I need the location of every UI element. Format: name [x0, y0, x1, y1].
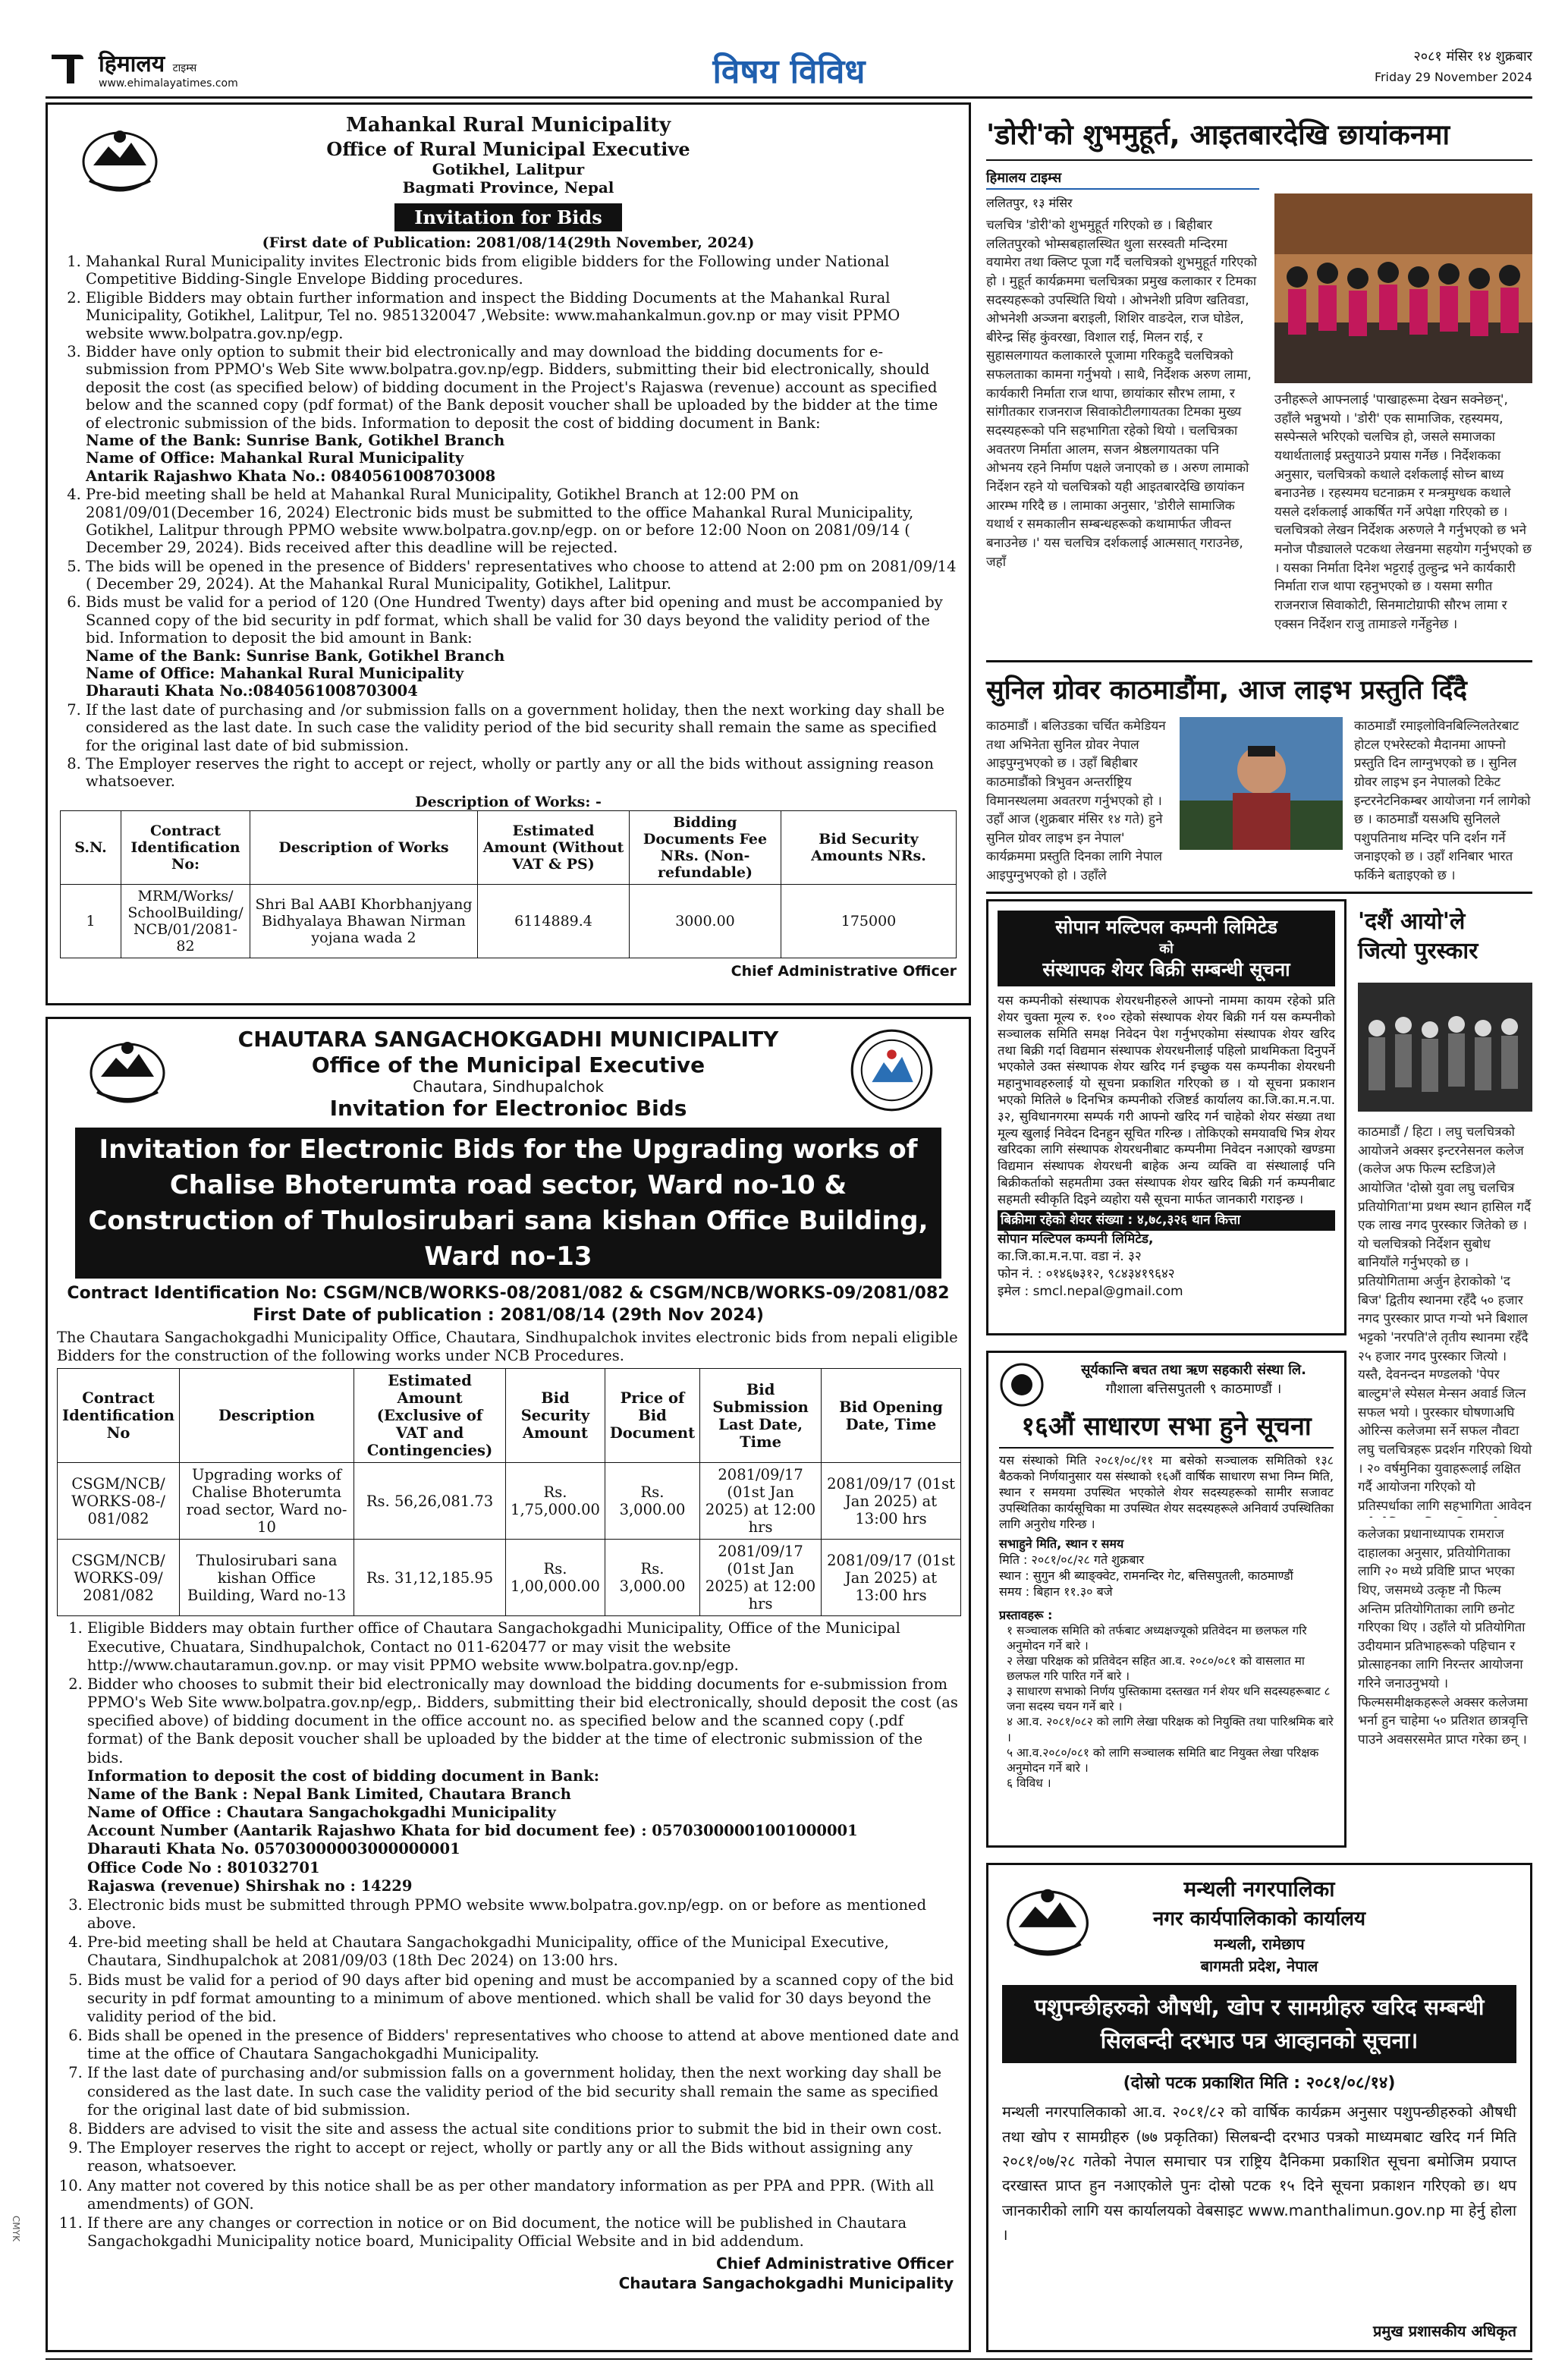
- table-header: Price of Bid Document: [605, 1369, 699, 1463]
- table-cell: Rs. 3,000.00: [605, 1540, 699, 1616]
- table-row: [61, 884, 957, 958]
- brand-name: हिमालय टाइम्स: [99, 51, 197, 77]
- table-cell: 1: [61, 884, 121, 958]
- print-margin-mark: CMYK: [11, 2216, 21, 2241]
- table-cell: CSGM/NCB/ WORKS-09/ 2081/082: [58, 1540, 180, 1616]
- clause: 7. If the last date of purchasing and/or submission falls on a government holiday, then the next working day shall be considered as the last date. In such case the validity period of the bid security shall remain the same as specified for the original last date of bid submission.: [87, 2064, 960, 2119]
- manthali-signoff: प्रमुख प्रशासकीय अधिकृत: [1373, 2322, 1516, 2340]
- signoff-title: Chief Administrative Officer: [716, 2254, 954, 2273]
- first-publication-date: (First date of Publication: 2081/08/14(29th November, 2024): [262, 234, 755, 252]
- manthali-name: मन्थली नगरपालिका: [1183, 1876, 1335, 1902]
- manthali-address: मन्थली, रामेछाप: [1214, 1935, 1305, 1954]
- divider: [986, 159, 1532, 161]
- mahankal-address: Gotikhel, Lalitpur: [432, 159, 585, 178]
- award-photo-icon: [1358, 983, 1532, 1112]
- table-cell: Upgrading works of Chalise Bhoterumta road sector, Ward no-10: [180, 1463, 354, 1540]
- bank-info: Name of Office : Chautara Sangachokgadhi Municipality: [87, 1804, 556, 1822]
- clause: 2. Bidder who chooses to submit their bid electronically may download the bidding documents for e-submission from PPMO's Web Site www.bolpatra.gov.np/egp,. Bidders, submitting their bid electronically, should deposit the cost (as specified above) of bidding document in the office account no. as specified below and the scanned copy (.pdf format) of the Bank deposit voucher shall be uploaded by the bidder at the time of electronic submission of the bids. Information to deposit the cost of bidding document in Bank: Name of the Bank : Nepal Bank Limited, Chautara Branch Name of Office : Chautara Sangachokgadhi Municipality Account Number (Aantarik Rajashwo Khata for bid document fee) : 05703000001001000001 Dharauti Khata No. 05703000003000000001 Office Code No : 801032701 Rajaswa (revenue) Shirshak no : 14229: [87, 1675, 960, 1895]
- mahankal-signoff: Chief Administrative Officer: [731, 962, 957, 980]
- sopan-title: [998, 911, 1335, 986]
- divider: [986, 660, 1532, 662]
- table-header: Bid Security Amount: [506, 1369, 605, 1463]
- table-header: Bid Security Amounts NRs.: [781, 810, 957, 884]
- portrait-photo-icon: [1180, 717, 1343, 850]
- sopan-email: इमेल : smcl.nepal@gmail.com: [998, 1284, 1183, 1300]
- manthali-publication: (दोस्रो पटक प्रकाशित मिति : २०८१/०८/१४): [1123, 2074, 1396, 2093]
- clause: 4. Pre-bid meeting shall be held at Mahankal Rural Municipality, Gotikhel Branch at 12:00 PM on 2081/09/01(December 16, 2024) Electronic bids must be submitted to the office Mahankal Rural Municipality, Gotikhel, Lalitpur through PPMO website www.bolpatra.gov.np/egp. on or before 12:00 Noon on 2081/09/14 ( December 29, 2024). Bids received after this deadline will be rejected.: [86, 486, 957, 557]
- dori-body-col1: चलचित्र 'डोरी'को शुभमुहूर्त गरिएको छ । बिहीबार ललितपुरको भोम्सबहालस्थित थुला सरस्वती मन्दिरमा वयामेरा तथा क्लिप्ट पूजा गर्दै चलचित्रको शुभमुहूर्त गरिएको हो । मुहूर्त कार्यक्रममा चलचित्रका प्रमुख कलाकार र टिमका सदस्यहरूको उपस्थिति थियो । ओभनेशी प्रविण खतिवडा, ओभनेशी अञ्जना बराइली, शिशिर वाङदेल, राज घोडेल, बीरेन्द्र सिंह कुंवरखा, विशाल राई, मिलन राई, र सुहासलगायत कलाकारले पूजामा गरिकहुदै चलचित्रको सफलताका कामना गर्नुभयो । साथै, निर्देशक अरुण लामा, कार्यकारी निर्माता राज थापा, छायांकार सौरभ लामा, र सांगीतकार राजनराज सिवाकोटीलगायतका टिमका मुख्य सदस्यहरूको पनि सहभागिता रहेको थियो । चलचित्रका अवतरण निर्माता आलम, सजन श्रेष्ठलगायतका पनि ओभनय रहने निर्माण पक्षले जनाएको छ । अरुण लामाको निर्देशन रहने यो चलचित्रको यही आइतबारदेखि छायांकन आरम्भ गरिदै छ । लामाका अनुसार, 'डोरीले सामाजिक यथार्थ र समकालीन सम्बन्धहरूको कथामार्फत जीवन्त बनाउनेछ ।' यस चलचित्र दर्शकलाई आत्मसात् गराउनेछ, जहाँ: [986, 218, 1257, 570]
- list-item: ३ साधारण सभाको निर्णय पुस्तिकामा दस्तखत गर्न शेयर धनि सदस्यहरूबाट ८ जना सदस्य चयन गर्ने बारे ।: [1007, 1685, 1331, 1714]
- clause: 5. Bids must be valid for a period of 90 days after bid opening and must be accompanied by a scanned copy of the bid security in pdf format amounting to a minimum of above mentioned. which shall be valid for 30 days beyond the validity period of the bid.: [87, 1971, 960, 2027]
- clause: 9. The Employer reserves the right to accept or reject, wholly or partly any or all the Bids without assigning any reason, whatsoever.: [87, 2139, 960, 2175]
- suryakanti-meta: [999, 1537, 1334, 1600]
- invitation-badge: Invitation for Bids: [394, 203, 621, 231]
- clause: 1. Eligible Bidders may obtain further office of Chautara Sangachokgadhi Municipality, Office of the Municipal Executive, Chuatara, Sindhupalchok, Contact no 011-620477 or may visit the website http://www.chautaramun.gov.np. or may visit PPMO website www.bolpatra.gov.np/egp.: [87, 1619, 960, 1675]
- dashain-headline-line: जित्यो पुरस्कार: [1358, 938, 1478, 964]
- table-cell: 2081/09/17 (01st Jan 2025) at 13:00 hrs: [822, 1463, 961, 1540]
- bottom-rule: [46, 2358, 1532, 2360]
- nepal-emblem-icon: [86, 1031, 169, 1107]
- sopan-org: सोपान मल्टिपल कम्पनी लिमिटेड,: [998, 1232, 1154, 1247]
- brand-url: www.ehimalayatimes.com: [99, 77, 238, 90]
- bank-info: Dharauti Khata No. 05703000003000000001: [87, 1840, 460, 1858]
- table-cell: Rs. 3,000.00: [605, 1463, 699, 1540]
- table-cell: Rs. 1,00,000.00: [506, 1540, 605, 1616]
- meta-time: समय : बिहान ११.३० बजे: [999, 1584, 1113, 1599]
- table-header: Description of Works: [250, 810, 478, 884]
- agenda-list: [999, 1623, 1334, 1791]
- clause: 3. Bidder have only option to submit their bid electronically and may download the bidding documents for e-submission from PPMO's Web Site www.bolpatra.gov.np/egp. Bidders, submitting their bid electronically, should deposit the cost (as specified below) of bidding document in the Project's Rajaswa (revenue) account as specified below and the scanned copy (pdf format) of the Bank deposit voucher shall be uploaded by the bidder at the time of electronic submission of the bids. Information to deposit the cost of bidding document in Bank: Name of the Bank: Sunrise Bank, Gotikhel Branch Name of Office: Mahankal Rural Municipality Antarik Rajashwo Khata No.: 0840561008703008: [86, 343, 957, 485]
- suryakanti-title: १६औं साधारण सभा हुने सूचना: [999, 1408, 1334, 1449]
- bank-info: Office Code No : 801032701: [87, 1858, 320, 1876]
- dashain-body-2: कलेजका प्रधानाध्यापक रामराज दाहालका अनुसार, प्रतियोगिताका लागि २० मध्ये प्रविष्टि प्राप्त भएका थिए, जसमध्ये उत्कृष्ट नौ फिल्म अन्तिम प्रतियोगिताका लागि छनोट गरिएका थिए । उहाँले यो प्रतियोगिता उदीयमान प्रतिभाहरूको पहिचान र प्रोत्साहनका लागि निरन्तर आयोजना गरिने जनाउनुभयो । फिल्मसमीक्षकहरूले अक्सर कलेजमा भर्ना हुन चाहेमा ५० प्रतिशत छात्रवृत्ति पाउने अवसरसमेत प्राप्त गरेका छन् ।: [1358, 1527, 1529, 1748]
- signoff-org: Chautara Sangachokgadhi Municipality: [618, 2274, 954, 2293]
- sopan-phone: फोन नं. : ०१४६७३१२, ९८४३४१९६४२: [998, 1266, 1175, 1282]
- table-cell: Shri Bal AABI Khorbhanjyang Bidhyalaya Bhawan Nirman yojana wada 2: [250, 884, 478, 958]
- table-cell: 6114889.4: [478, 884, 630, 958]
- agenda-label: प्रस्तावहरू :: [999, 1607, 1053, 1622]
- meta-venue: स्थान : सुगुन श्री ब्याङ्क्वेट, रामनन्दिर गेट, बत्तिसपुतली, काठमाण्डौं: [999, 1568, 1293, 1583]
- list-item: ५ आ.व.२०८०/०८१ को लागि सञ्चालक समिति बाट नियुक्त लेखा परिक्षक अनुमोदन गर्ने बारे ।: [1007, 1745, 1319, 1775]
- clause: 8. Bidders are advised to visit the site and assess the actual site conditions prior to submit the bid in their own cost.: [87, 2120, 960, 2138]
- dori-dateline: ललितपुर, १३ मंसिर: [986, 196, 1073, 210]
- chautara-banner: Invitation for Electronic Bids for the Upgrading works of Chalise Bhoterumta road sector, Ward no-10 & Construction of Thulosirubari sana kishan Office Building, Ward no-13: [75, 1128, 941, 1279]
- table-cell: Rs. 31,12,185.95: [354, 1540, 506, 1616]
- suryakanti-agm-notice: [986, 1351, 1346, 1848]
- suryakanti-org-name: सूर्यकान्ति बचत तथा ऋण सहकारी संस्था लि.: [1081, 1362, 1306, 1378]
- chautara-header: [57, 1027, 960, 1121]
- mahankal-name: Mahankal Rural Municipality: [345, 114, 671, 137]
- clause: 8. The Employer reserves the right to accept or reject, wholly or partly any or all the bids without assigning reason whatsoever.: [86, 755, 957, 791]
- clause: 7. If the last date of purchasing and /or submission falls on a government holiday, then the next working day shall be considered as the last date. In such case the validity period of the bid security shall remain the same as specified for the original last date of bid submission.: [86, 701, 957, 754]
- table-header: Estimated Amount (Without VAT & PS): [478, 810, 630, 884]
- meta-label: सभाहुने मिति, स्थान र समय: [999, 1537, 1124, 1552]
- table-header: Bidding Documents Fee NRs. (Non-refundable): [630, 810, 781, 884]
- suryakanti-org: [1054, 1361, 1334, 1398]
- clause: 2. Eligible Bidders may obtain further information and inspect the Bidding Documents at the Mahankal Rural Municipality, Gotikhel, Lalitpur, Tel no. 9851320047 ,Website: www.mahankalmun.gov.np or may visit PPMO website www.bolpatra.gov.np/egp.: [86, 289, 957, 342]
- contract-id: Contract Identification No: CSGM/NCB/WORKS-08/2081/082 & CSGM/NCB/WORKS-09/2081/082: [67, 1284, 950, 1304]
- bank-info: Name of the Bank : Nepal Bank Limited, Chautara Branch: [87, 1785, 571, 1803]
- section-title: विषय विविध: [712, 52, 866, 91]
- table-row: [58, 1463, 961, 1540]
- manthali-banner: पशुपन्छीहरुको औषधी, खोप र सामग्रीहरु खरिद सम्बन्धी सिलबन्दी दरभाउ पत्र आव्हानको सूचना।: [1002, 1985, 1516, 2063]
- dashain-photo: [1358, 983, 1532, 1112]
- bank-info: Dharauti Khata No.:0840561008703004: [86, 682, 418, 700]
- table-header: Description: [180, 1369, 354, 1463]
- group-photo-icon: [1274, 193, 1532, 383]
- suryakanti-body: यस संस्थाको मिति २०८१/०८/११ मा बसेको सञ्चालक समितिको १३८ बैठकको निर्णयानुसार यस संस्थाको १६औं वार्षिक साधारण सभा निम्न मिति, स्थान र समयमा उपस्थित भएकोले शेयर सदस्यहरूको सामीर सजावट उपस्थितिका कार्यसूचिका मा उपस्थित शेयर सदस्यहरूले अनिवार्य उपस्थितिका लागि अनुरोध गरिन्छ ।: [999, 1453, 1334, 1531]
- clause: 6. Bids must be valid for a period of 120 (One Hundred Twenty) days after bid opening and must be accompanied by Scanned copy of the bid security in pdf format, which shall be valid for 30 days beyond the validity period of the bid. Information to deposit the bid amount in Bank: Name of the Bank: Sunrise Bank, Gotikhel Branch Name of Office: Mahankal Rural Municipality Dharauti Khata No.:0840561008703004: [86, 593, 957, 700]
- clause: 10. Any matter not covered by this notice shall be as per other mandatory information as per PPA and PPR. (With all amendments) of GON.: [87, 2177, 960, 2213]
- suryakanti-org-address: गौशाला बत्तिसपुतली ९ काठमाण्डौं ।: [1105, 1381, 1282, 1398]
- table-header: Contract Identification No: [58, 1369, 180, 1463]
- sunil-body-col2: काठमाडौं रमाइलोविनबिल्निलतेरबाट होटल एभरेस्टको मैदानमा आफ्नो प्रस्तुति दिन लाग्नुभएको छ । सुनिल ग्रोवर लाइभ इन नेपालको टिकेट इन्टरनेटनिकम्बर आयोजना गर्न लागेको छ । काठमाडौं यसअघि सुनिलले पशुपतिनाथ मन्दिर पनि दर्शन गर्ने जनाइएको छ । उहाँ शनिबार भारत फर्किने बताइएको छ ।: [1354, 719, 1531, 884]
- bank-info: Information to deposit the cost of bidding document in Bank:: [87, 1766, 599, 1785]
- list-item: ६ विविध ।: [1007, 1776, 1051, 1790]
- table-header: Contract Identification No:: [121, 810, 250, 884]
- dashain-body: काठमाडौं / हिटा । लघु चलचित्रको आयोजने अक्सर इन्टरनेसनल कलेज (कलेज अफ फिल्म स्टडिज)ले आयोजित 'दोस्रो युवा लघु चलचित्र प्रतियोगिता'मा प्रथम स्थान हासिल गर्दै एक लाख नगद पुरस्कार जितेको छ । यो चलचित्रको निर्देशन सुबोध बानियाँले गर्नुभएको छ । प्रतियोगितामा अर्जुन हेराकोको 'द बिज' द्वितीय स्थानमा रहँदै ५० हजार नगद पुरस्कार प्राप्त गऱ्यो भने बिशाल भट्टको 'नरपति'ले तृतीय स्थानमा रहँदै २५ हजार नगद पुरस्कार जित्यो । यस्तै, देवनन्दन मण्डलको 'पेपर बाल्टुम'ले स्पेसल मेन्सन अवार्ड जित्न सफल भयो । पुरस्कार घोषणाअघि ओरिन्स कलेजमा सर्ने सफल नौवटा लघु चलचित्रहरू प्रदर्शन गरिएको थियो । २० वर्षमुनिका युवाहरूलाई लक्षित गर्दै आयोजना गरिएको यो प्रतिस्पर्धाका लागि सहभागिता आवेदन: [1358, 1125, 1532, 1514]
- bank-info: Account Number (Aantarik Rajashwo Khata for bid document fee) : 05703000001001000001: [87, 1822, 858, 1840]
- dori-headline: 'डोरी'को शुभमुहूर्त, आइतबारदेखि छायांकनमा: [986, 118, 1450, 151]
- masthead: [46, 30, 1532, 99]
- sopan-title-line: संस्थापक शेयर बिक्री सम्बन्धी सूचना: [1042, 958, 1290, 980]
- chautara-office: Office of the Municipal Executive: [311, 1052, 705, 1077]
- table-cell: 2081/09/17 (01st Jan 2025) at 12:00 hrs: [700, 1540, 822, 1616]
- date-english: Friday 29 November 2024: [1374, 70, 1532, 84]
- works-table: [60, 810, 957, 958]
- chautara-bid-notice: [46, 1017, 971, 2352]
- chautara-intro: The Chautara Sangachokgadhi Municipality Office, Chautara, Sindhupalchok invites electronic bids from nepali eligible Bidders for the construction of the following works under NCB Procedures.: [57, 1328, 958, 1364]
- sopan-share-notice: [986, 899, 1346, 1335]
- manthali-office: नगर कार्यपालिकाको कार्यालय: [1152, 1907, 1366, 1930]
- clause: 6. Bids shall be opened in the presence of Bidders' representatives who choose to attend at above mentioned date and time at the office of Chautara Sangachokgadhi Municipality.: [87, 2027, 960, 2063]
- dori-cast-photo: [1274, 193, 1532, 383]
- dori-body-col2: उनीहरूले आफ्नलाई 'पाखाहरूमा देखन सक्नेछन्', उहाँले भन्नुभयो । 'डोरी' एक सामाजिक, रहस्यमय, सस्पेन्सले भरिएको चलचित्र हो, जसले समाजका यथार्थतालाई प्रस्तुयाउने प्रयास गर्नेछ । निर्देशकका अनुसार, चलचित्रको कथाले दर्शकलाई सोच्न बाध्य बनाउनेछ । रहस्यमय घटनाक्रम र मन्त्रमुग्धक कथाले यसले दर्शकलाई आकर्षित गर्ने अपेक्षा गरिएको छ । चलचित्रको लेखन निर्देशक अरुणले नै गर्नुभएको छ भने मनोज पौड्यालले पटकथा लेखनमा सहयोग गर्नुभएको छ । यसका निर्माता दिनेश भट्टराई तुल्हुन्द्र भने कार्यकारी निर्माता राज थापा रहनुभएको छ । यसमा सगीत राजनराज सिवाकोटी, सिनमाटोग्राफी सौरभ लामा र एक्सन निर्देशन राजु तामाङले गर्नेहुनेछ ।: [1274, 392, 1532, 632]
- chautara-works-table: [57, 1368, 961, 1616]
- chautara-invitation: Invitation for Electronioc Bids: [329, 1096, 687, 1121]
- table-header-row: [58, 1369, 961, 1463]
- clause: 3. Electronic bids must be submitted through PPMO website www.bolpatra.gov.np/egp. on or before as mentioned above.: [87, 1896, 960, 1933]
- meta-date: मिति : २०८१/०८/२८ गते शुक्रबार: [999, 1552, 1145, 1568]
- table-cell: 3000.00: [630, 884, 781, 958]
- nepal-emblem-icon: [78, 120, 162, 196]
- table-header: S.N.: [61, 810, 121, 884]
- chautara-signoff: [57, 2254, 954, 2293]
- sopan-title-line: सोपान मल्टिपल कम्पनी लिमिटेड: [1055, 916, 1277, 938]
- municipality-seal-icon: [848, 1027, 935, 1114]
- divider: [986, 188, 1259, 190]
- list-item: २ लेखा परिक्षक को प्रतिवेदन सहित आ.व. २०८०/०८१ को वासलात मा छलफल गरि पारित गर्ने बारे ।: [1007, 1653, 1305, 1683]
- table-row: [58, 1540, 961, 1616]
- list-item: ४ आ.व. २०८१/०८२ को लागि लेखा परिक्षक को नियुक्ति तथा पारिश्रमिक बारे ।: [1007, 1715, 1334, 1744]
- sopan-address: का.जि.का.म.न.पा. वडा नं. ३२: [998, 1249, 1142, 1265]
- table-cell: Rs. 1,75,000.00: [506, 1463, 605, 1540]
- dashain-headline-line: 'दशैं आयो'ले: [1358, 908, 1466, 935]
- mahankal-header: [60, 114, 957, 231]
- sunil-photo: [1180, 717, 1343, 850]
- table-header-row: [61, 810, 957, 884]
- mahankal-clauses: [60, 253, 957, 791]
- works-label: Description of Works: -: [415, 793, 602, 810]
- mahankal-province: Bagmati Province, Nepal: [402, 178, 614, 197]
- mahankal-office: Office of Rural Municipal Executive: [326, 137, 690, 160]
- table-header: Bid Submission Last Date, Time: [700, 1369, 822, 1463]
- dashain-headline: [1358, 907, 1532, 966]
- chautara-name: CHAUTARA SANGACHOKGADHI MUNICIPALITY: [237, 1027, 779, 1052]
- table-cell: 2081/09/17 (01st Jan 2025) at 12:00 hrs: [700, 1463, 822, 1540]
- chautara-clauses: [57, 1619, 960, 2251]
- sopan-body: यस कम्पनीको संस्थापक शेयरधनीहरुले आफ्नो नाममा कायम रहेको प्रति शेयर चुक्ता मूल्य रु. १०० रहेको संस्थापक शेयर बिक्री गर्न यस कम्पनीको सञ्चालक समिति समक्ष निवेदन पेश गर्नुभएकोमा संस्थापक शेयर खरिद तथा बिक्री गर्दा विद्यमान संस्थापक शेयरधनीलाई पहिलो प्राथमिकता दिनुपर्ने भएकोले उक्त संस्थापक शेयर खरिद गर्न इच्छुक यस कम्पनीका शेयरधनी महानुभावहरुलाई यो सूचना प्रकाशित गरिएको छ । यो सूचना प्रकाशन भएको मितिले ७ दिनभित्र कम्पनीको रजिष्टर्ड कार्यालय का.जि.का.म.न.पा. ३२, सुविधानगरमा सम्पर्क गरी आफ्नो खरिद गर्न चाहेको शेयर संख्या तथा मूल्य खुलाई निवेदन दिनहुन सूचित गरिन्छ । तोकिएको समयावधि भित्र शेयर खरिदका लागि संस्थापक शेयरधनीबाट कम्पनीमा निवेदन नआएको खण्डमा विद्यमान संस्थापक शेयरधनी बाहेक अन्य व्यक्ति वा संस्थालाई पनि बिक्रीकर्ताको सहमतीमा उक्त संस्थापक शेयर खरिद बिक्री गर्न कम्पनीबाट सहमती स्वीकृति दिइने व्यहोरा यसै सूचना मार्फत जानकारी गराइन्छ ।: [998, 993, 1335, 1206]
- list-item: १ सञ्चालक समिति को तर्फबाट अध्यक्षज्यूको प्रतिवेदन मा छलफल गरि अनुमोदन गर्ने बारे ।: [1007, 1623, 1307, 1653]
- bank-info: Rajaswa (revenue) Shirshak no : 14229: [87, 1876, 413, 1895]
- bank-info: Name of Office: Mahankal Rural Municipality: [86, 665, 464, 683]
- dori-byline: हिमालय टाइम्स: [986, 170, 1062, 186]
- bank-info: Antarik Rajashwo Khata No.: 0840561008703008: [86, 467, 496, 485]
- table-cell: CSGM/NCB/ WORKS-08-/ 081/082: [58, 1463, 180, 1540]
- table-cell: Thulosirubari sana kishan Office Building, Ward no-13: [180, 1540, 354, 1616]
- clause: 1. Mahankal Rural Municipality invites Electronic bids from eligible bidders for the Following under National Competitive Bidding-Single Envelope Bidding procedures.: [86, 253, 957, 288]
- sunil-body-col1: काठमाडौं । बलिउडका चर्चित कमेडियन तथा अभिनेता सुनिल ग्रोवर नेपाल आइपुग्नुभएको छ । उहाँ बिहीबार काठमाडौंको त्रिभुवन अन्तर्राष्ट्रिय विमानस्थलमा अवतरण गर्नुभएको हो । उहाँ आज (शुक्रबार मंसिर १४ गते) हुने सुनिल ग्रोवर लाइभ इन नेपाल' कार्यक्रममा प्रस्तुति दिनका लागि नेपाल आइपुग्नुभएको हो । उहाँले: [986, 719, 1166, 884]
- bank-info: Name of the Bank: Sunrise Bank, Gotikhel Branch: [86, 646, 505, 665]
- sopan-footer: [998, 1210, 1335, 1301]
- table-cell: Rs. 56,26,081.73: [354, 1463, 506, 1540]
- mahankal-bid-notice: [46, 102, 971, 1005]
- clause: 11. If there are any changes or correction in notice or on Bid document, the notice will be published in Chautara Sangachokgadhi Municipality notice board, Municipality Official Website and in bid addendum.: [87, 2214, 960, 2251]
- sopan-share-count: बिक्रीमा रहेको शेयर संख्या : ४,७८,३२६ थान कित्ता: [998, 1210, 1335, 1231]
- clause: 4. Pre-bid meeting shall be held at Chautara Sangachokgadhi Municipality, office of the Municipal Executive, Chautara, Sindhupalchok at 2081/09/03 (18th Dec 2024) on 13:00 hrs.: [87, 1933, 960, 1970]
- nepal-emblem-icon: [1002, 1877, 1093, 1961]
- clause: 5. The bids will be opened in the presence of Bidders' representatives who choose to attend at 2:00 pm on 2081/09/14 ( December 29, 2024). At the Mahankal Rural Municipality, Gotikhel, Lalitpur.: [86, 558, 957, 593]
- manthali-notice: [986, 1863, 1532, 2352]
- first-date: First Date of publication : 2081/08/14 (29th Nov 2024): [253, 1306, 764, 1325]
- manthali-province: बागमती प्रदेश, नेपाल: [1200, 1957, 1318, 1976]
- divider: [986, 892, 1532, 894]
- table-header: Estimated Amount (Exclusive of VAT and Contingencies): [354, 1369, 506, 1463]
- table-cell: 175000: [781, 884, 957, 958]
- bank-info: Name of Office: Mahankal Rural Municipality: [86, 449, 464, 467]
- date-nepali: २०८१ मंसिर १४ शुक्रबार: [1413, 49, 1532, 64]
- manthali-body: मन्थली नगरपालिकाको आ.व. २०८१/८२ को वार्षिक कार्यक्रम अनुसार पशुपन्छीहरुको औषधी तथा खोप र सामग्रीहरु (७७ प्रकृतिका) सिलबन्दी दरभाउ पत्रको माध्यमबाट खरिद गर्न मिति २०८१/०७/२८ गतेको नेपाल समाचार पत्र राष्ट्रिय दैनिकमा प्रकाशित सूचना बमोजिम प्रयाप्त दरखास्त प्राप्त हुन नआएकोले पुनः दोस्रो पटक १५ दिने सूचना प्रकाशन गरिएको छ। थप जानकारीको लागि यस कार्यालयको वेबसाइट www.manthalimun.gov.np मा हेर्नु होला ।: [1002, 2103, 1516, 2244]
- chautara-address: Chautara, Sindhupalchok: [413, 1077, 604, 1096]
- bank-info: Name of the Bank: Sunrise Bank, Gotikhel Branch: [86, 431, 505, 449]
- table-cell: MRM/Works/ SchoolBuilding/ NCB/01/2081-82: [121, 884, 250, 958]
- table-cell: 2081/09/17 (01st Jan 2025) at 13:00 hrs: [822, 1540, 961, 1616]
- sopan-title-line: को: [1159, 940, 1174, 957]
- cooperative-logo-icon: [999, 1362, 1045, 1408]
- sunil-headline: सुनिल ग्रोवर काठमाडौंमा, आज लाइभ प्रस्तुति दिँदै: [986, 675, 1467, 706]
- table-header: Bid Opening Date, Time: [822, 1369, 961, 1463]
